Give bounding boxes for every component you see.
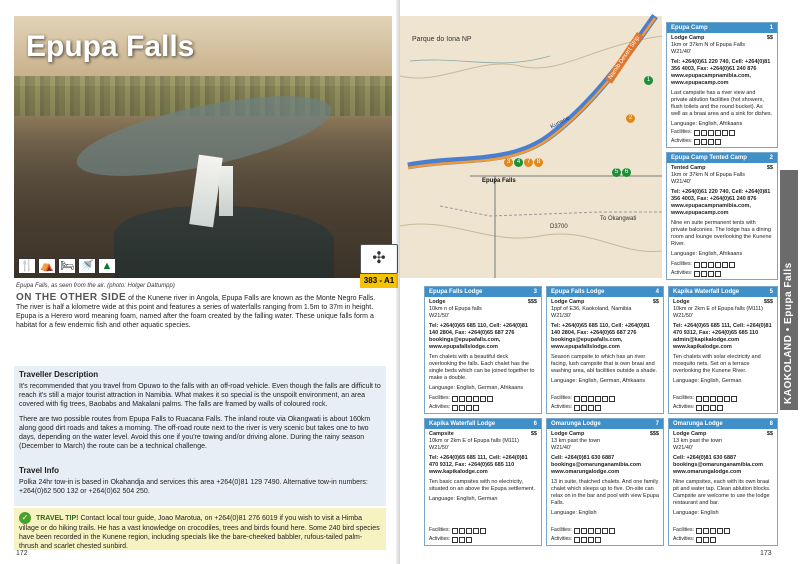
activity-icons [452, 537, 472, 543]
activity-icons [452, 405, 479, 411]
activities-row: Activities: [551, 404, 601, 411]
lodge-contact: Cell: +264(0)81 630 6887 bookings@omarunganamibia.com www.omarungalodge.com [673, 455, 764, 475]
lodge-card-1 [666, 22, 778, 148]
lodge-language: Language: English, Afrikaans [671, 121, 743, 127]
lodge-type: Lodge [429, 299, 446, 305]
lodge-location: 1km or 37km N of Epupa Falls [671, 42, 745, 48]
tip-label: TRAVEL TIP! [35, 515, 79, 522]
lodge-card-8 [668, 418, 778, 546]
lodge-location: 10km or 2km E of Epupa falls (M111) [429, 438, 519, 444]
intro-text: of the Kunene river in Angola, Epupa Falls are known as the Monte Negro Falls. The river is half a kilometre wide at this point and features a series of waterfalls ranging from 1.5m to 37m in height. Epupa is a Herero word meaning foam, named after the foam created by the falling water. These unique falls form a habitat for a few endemic fish and other aquatic species. [16, 295, 376, 329]
lodge-description: Ten chalets with solar electricity and mosquito nets. Set on a terrace overlooking the Kunene River. [673, 354, 761, 374]
to-label: To Okangwati [600, 216, 637, 222]
lodge-description: Ten chalets with a beautiful deck overlooking the falls. Each chalet has the single beds which can be joined together to make a double. [429, 354, 535, 381]
activities-row: Activities: [429, 404, 479, 411]
lodge-card-2 [666, 152, 778, 280]
facilities-row: Facilities: [429, 395, 493, 402]
lodge-price: $$ [766, 165, 773, 171]
lodge-card-7 [546, 418, 664, 546]
lodge-name: Epupa Camp Tented Camp [671, 155, 747, 161]
lodge-price: $$ [530, 431, 537, 437]
lodge-contact: Tel: +264(0)61 220 740, Cell: +264(0)81 356 4003, Fax: +264(0)61 240 876 www.epupacampnamibia.com, www.epupacamp.com [671, 189, 771, 216]
lodge-description: Nine en suite permanent tents with private balconies. The lodge has a dining room and lounge overlooking the Kunene River. [671, 220, 772, 247]
lodge-language: Language: English, Afrikaans [671, 251, 743, 257]
photo-caption: Epupa Falls, as seen from the air. (photo: Holger Dattumpp) [16, 283, 175, 289]
lodge-contact: Tel: +264(0)65 685 111, Cell: +264(0)81 470 9312, Fax: +264(0)65 685 110 admin@kapikalodge.com www.kapikalodge.com [673, 323, 772, 350]
lodge-price: $$ [766, 35, 773, 41]
lodge-description: Ten basic campsites with no electricity, situated on an above the Epupa settlement. [429, 479, 536, 492]
camping-icon: ▲ [98, 258, 116, 274]
facilities-row: Facilities: [551, 395, 615, 402]
lodge-type: Lodge Camp [671, 35, 705, 41]
lodge-name: Kapika Waterfall Lodge [673, 289, 740, 295]
facilities-row: Facilities: [671, 261, 735, 268]
activity-icons [696, 405, 723, 411]
lodge-location: 1km or 37km N of Epupa Falls [671, 172, 745, 178]
lodge-number: 8 [769, 421, 773, 427]
restaurant-icon: 🍴 [18, 258, 36, 274]
activity-icons [574, 537, 601, 543]
lodge-number: 6 [533, 421, 537, 427]
lodge-number: 7 [655, 421, 659, 427]
lodge-number: 1 [769, 25, 773, 31]
lodge-name: Kapika Waterfall Lodge [429, 421, 496, 427]
map-marker-4: 4 [514, 158, 523, 167]
facilities-row: Facilities: [429, 527, 486, 534]
lodge-description: Last campsite has a river view and private ablution facilities (hot showers, flush toilets and the round bucket). As well as a braai area and a sink for dishes. [671, 90, 773, 117]
lodge-language: Language: English [551, 510, 597, 516]
facility-icons [574, 528, 615, 534]
facility-icons [452, 396, 493, 402]
lodge-location: 13 km past the town [673, 438, 723, 444]
right-page [400, 0, 800, 564]
lodge-price: $$$ [763, 299, 773, 305]
map-marker-6: 6 [622, 168, 631, 177]
map-marker-5: 5 [612, 168, 621, 177]
lodge-type: Lodge Camp [551, 299, 585, 305]
activities-row: Activities: [671, 138, 721, 145]
lodge-price: $$$ [649, 431, 659, 437]
tip-text: Contact local tour guide, Joao Marotua, on +264(0)81 276 6019 if you wish to visit a Himba village or do hiking trails. He has a vast knowledge on crocodiles, trees and birds found here. Some 240 bird species have been recorded in the Kunene region, including specials like the bare-cheeked babbler, rufous-tailed palm-thrush and scarlet chested sunbird. [19, 515, 380, 550]
lodge-price: $$ [652, 299, 659, 305]
facility-icons [694, 130, 735, 136]
lodge-coords: W21/40' [671, 179, 692, 185]
lodge-description: Nine campsites, each with its own braai pit and water tap. Clean ablution blocks. Campsite are welcome to use the lodge restaurant and bar. [673, 479, 771, 506]
activity-icons [696, 537, 716, 543]
map-marker-1: 1 [644, 76, 653, 85]
activity-icons [694, 139, 721, 145]
facilities-row: Facilities: [673, 395, 737, 402]
lodge-coords: W21/50' [429, 445, 450, 451]
lodge-price: $$$ [527, 299, 537, 305]
intro-lead: ON THE OTHER SIDE [16, 292, 127, 303]
lodge-name: Omarunga Lodge [673, 421, 723, 427]
lodge-card-5 [668, 286, 778, 414]
lodge-location: 10km or 2km E of Epupa falls (M111) [673, 306, 763, 312]
bed-icon: 🛏 [58, 258, 76, 274]
travel-tip [14, 508, 386, 550]
lodge-coords: W21/50' [673, 313, 694, 319]
lodge-type: Tented Camp [671, 165, 706, 171]
area-map [400, 16, 662, 278]
lodge-type: Lodge Camp [673, 431, 707, 437]
lodge-contact: Tel: +264(0)65 685 111, Cell: +264(0)81 470 9312, Fax: +264(0)65 685 110 www.kapikalodge.com [429, 455, 528, 475]
lodge-language: Language: English, German [673, 378, 742, 384]
map-marker-7: 7 [524, 158, 533, 167]
lodge-card-3 [424, 286, 542, 414]
lodge-contact: Tel: +264(0)65 685 110, Cell: +264(0)81 140 2804, Fax: +264(0)65 687 276 bookings@epupafalls.com, www.epupafallslodge.com [551, 323, 650, 350]
facility-icons [452, 528, 486, 534]
activity-icons [574, 405, 601, 411]
lodge-price: $$ [766, 431, 773, 437]
travel-info-heading: Travel Info [19, 466, 60, 475]
activities-row: Activities: [671, 270, 721, 277]
grid-reference: 383 - A1 [360, 274, 398, 288]
intro-paragraph [16, 293, 384, 330]
activities-row: Activities: [551, 536, 601, 543]
facilities-row: Facilities: [551, 527, 615, 534]
map-marker-2: 2 [626, 114, 635, 123]
right-page-number: 173 [760, 550, 772, 557]
lodge-language: Language: English [673, 510, 719, 516]
map-marker-3: 3 [504, 158, 513, 167]
facilities-row: Facilities: [673, 527, 730, 534]
lodge-location: 10km n of Epupa falls [429, 306, 482, 312]
lodge-language: Language: English, German [429, 496, 498, 502]
lodge-language: Language: English, German, Afrikaans [429, 385, 524, 391]
activities-row: Activities: [673, 404, 723, 411]
shower-icon: 🚿 [78, 258, 96, 274]
lodge-number: 3 [533, 289, 537, 295]
lodge-name: Epupa Falls Lodge [429, 289, 483, 295]
town-label: Epupa Falls [482, 178, 516, 184]
river-label: Kunene [549, 115, 571, 131]
lodge-description: Season campsite to which has an river facing, lush campsite that is own braai and washing area, abl facilities outside a shade. [551, 354, 658, 374]
lodge-location: 1ppf of E36, Kaokoland, Namibia [551, 306, 632, 312]
lodge-type: Lodge Camp [551, 431, 585, 437]
lodge-contact: Tel: +264(0)61 220 740, Cell: +264(0)81 356 4003, Fax: +264(0)61 240 876 www.epupacampnamibia.com, www.epupacamp.com [671, 59, 771, 86]
lodge-number: 5 [769, 289, 773, 295]
travel-info [14, 462, 386, 506]
page-title: Epupa Falls [26, 30, 195, 63]
facility-icons [574, 396, 615, 402]
facility-icons [694, 262, 735, 268]
activity-icons [18, 258, 116, 274]
facility-icons [696, 528, 730, 534]
lodge-contact: Tel: +264(0)65 685 110, Cell: +264(0)81 140 2804, Fax: +264(0)65 687 276 bookings@epupafalls.com, www.epupafallslodge.com [429, 323, 528, 350]
travel-info-text: Polka 24hr tow-in is based in Okahandja and services this area +264(0)81 129 7490. Alternative tow-in numbers: +264(0)62 500 132 or +264(0)62 504 250. [19, 479, 368, 495]
facility-icons [696, 396, 737, 402]
lodge-coords: W21/30' [551, 313, 572, 319]
traveller-heading: Traveller Description [19, 370, 99, 379]
lodge-coords: W21/40' [551, 445, 572, 451]
facilities-row: Facilities: [671, 129, 735, 136]
park-label: Parque do Iona NP [412, 36, 472, 43]
lodge-coords: W21/40' [671, 49, 692, 55]
lodge-card-4 [546, 286, 664, 414]
lodge-type: Campsite [429, 431, 454, 437]
traveller-paragraph-2: There are two possible routes from Epupa Falls to Ruacana Falls. The inland route via Okangwati is about 160km along good dirt roads and takes a morning. The off-road route next to the river is very scenic but takes one to two days, depending on the water level. Avoid this one if you're towing and/or driving alone. During the rainy season (December to March) the route can be a technical challenge. [19, 416, 371, 450]
lodge-name: Omarunga Lodge [551, 421, 601, 427]
tent-icon: ⛺ [38, 258, 56, 274]
left-page-number: 172 [16, 550, 28, 557]
lodge-language: Language: English, German, Afrikaans [551, 378, 646, 384]
activity-icons [694, 271, 721, 277]
lodge-location: 13 km past the town [551, 438, 601, 444]
lodge-coords: W21/40' [673, 445, 694, 451]
road-label: D3700 [550, 224, 568, 230]
lodge-name: Epupa Falls Lodge [551, 289, 605, 295]
lodge-description: 13 in suite, thatched chalets. And one family chalet which sleeps up to five. On-site can relax on in the bar and pool with view Epupa Falls. [551, 479, 659, 506]
lodge-number: 4 [655, 289, 659, 295]
lodge-card-6 [424, 418, 542, 546]
activities-row: Activities: [673, 536, 716, 543]
lodge-number: 2 [769, 155, 773, 161]
lodge-contact: Cell: +264(0)81 630 6887 bookings@omarunganamibia.com www.omarungalodge.com [551, 455, 642, 475]
strip-label: Namib Desert Strip [605, 32, 643, 83]
map-marker-8: 8 [534, 158, 543, 167]
compass-icon: ✣ [360, 244, 398, 274]
tip-icon: ✓ [19, 512, 31, 524]
lodge-name: Epupa Camp [671, 25, 708, 31]
lodge-coords: W21/50' [429, 313, 450, 319]
aerial-photo [14, 16, 395, 285]
traveller-paragraph-1: It's recommended that you travel from Opuwo to the falls with an off-road vehicle. Even though the falls are difficult to reach it's still a major tourist attraction in Namibia. What makes it so special is the unspoilt environment, an area covered with fig trees, Baobabs and Makalani palms. The falls are framed by walls of coloured rock. [19, 383, 381, 408]
region-banner-text: KAOKOLAND • Epupa Falls [783, 262, 794, 404]
lodge-type: Lodge [673, 299, 690, 305]
activities-row: Activities: [429, 536, 472, 543]
